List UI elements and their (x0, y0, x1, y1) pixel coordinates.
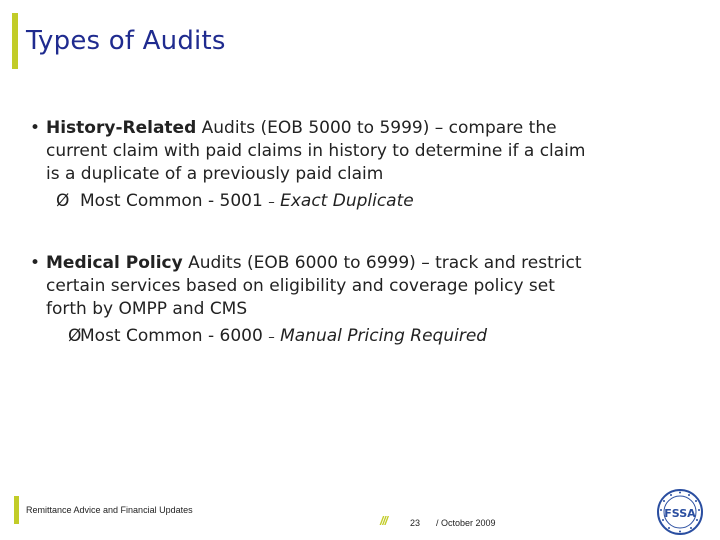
footer-date: / October 2009 (436, 518, 496, 528)
arrow-bullet-icon: Ø (56, 191, 70, 211)
page-title: Types of Audits (26, 26, 226, 56)
bullet-heading: History-Related (46, 118, 197, 138)
sub-bullet-dash: – (268, 330, 275, 345)
sub-bullet-most-common-5001 (30, 190, 590, 214)
title-accent-bar (12, 13, 18, 69)
sub-bullet-italic: Exact Duplicate (280, 191, 414, 211)
seal-text: FSSA (664, 507, 696, 520)
page-number: 23 (410, 518, 421, 528)
bullet-dot: • (30, 253, 41, 273)
bullet-heading: Medical Policy (46, 253, 183, 273)
bullet-dot: • (30, 118, 41, 138)
sub-bullet-dash: – (268, 195, 275, 210)
sub-bullet-most-common-6000 (30, 325, 590, 349)
slide-content (30, 117, 590, 349)
sub-bullet-italic: Manual Pricing Required (280, 326, 488, 346)
bullet-text: Audits (EOB 6000 to 6999) – track and restrict certain services based on eligibility and coverage policy set forth by OMPP and CMS (46, 253, 582, 319)
footer-accent-bar (14, 496, 19, 524)
bullet-text: Audits (EOB 5000 to 5999) – compare the current claim with paid claims in history to determine if a claim is a duplicate of a previously paid claim (46, 118, 586, 184)
arrow-bullet-icon: Ø (68, 326, 82, 346)
sub-bullet-lead: Most Common - 6000 (80, 326, 263, 346)
footer-slashes: /// (380, 514, 388, 528)
bullet-medical-policy (30, 252, 590, 321)
footer-label: Remittance Advice and Financial Updates (26, 505, 193, 515)
sub-bullet-lead: Most Common - 5001 (80, 191, 263, 211)
fssa-seal-logo (656, 488, 704, 536)
bullet-history-related (30, 117, 590, 186)
